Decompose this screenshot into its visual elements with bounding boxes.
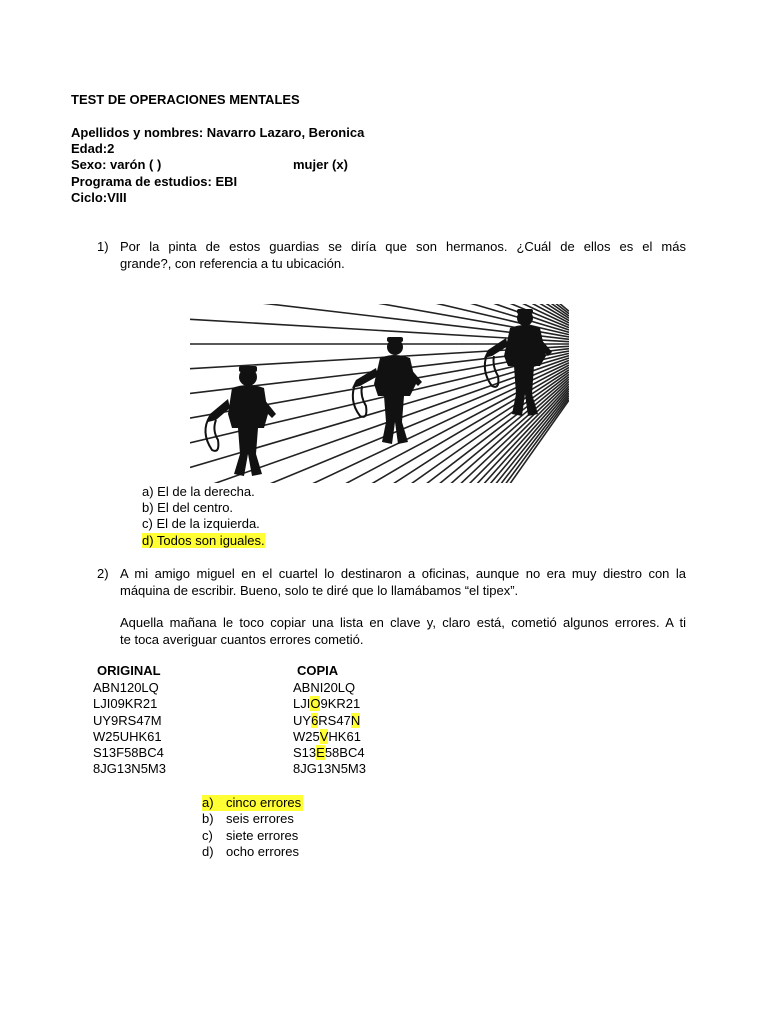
copy-code-item: ABNI20LQ [293, 680, 356, 695]
sex-female-field: mujer (x) [293, 157, 348, 172]
question-2-para-2-line-2: te toca averiguar cuantos errores cometió. [120, 632, 364, 647]
question-1-text-line-1: Por la pinta de estos guardias se diría que son hermanos. ¿Cuál de ellos es el más [120, 239, 686, 254]
original-column-header: ORIGINAL [97, 663, 161, 678]
cycle-field: Ciclo:VIII [71, 190, 127, 205]
copy-code-list [293, 680, 366, 778]
question-2-para-1-line-1: A mi amigo miguel en el cuartel lo destinaron a oficinas, aunque no era muy diestro con la [120, 566, 686, 581]
age-field: Edad:2 [71, 141, 115, 156]
page-title: TEST DE OPERACIONES MENTALES [71, 92, 300, 107]
original-code-item: S13F58BC4 [93, 745, 164, 761]
name-field: Apellidos y nombres: Navarro Lazaro, Beronica [71, 125, 365, 140]
original-code-item: UY9RS47M [93, 712, 162, 728]
original-code-item: LJI09KR21 [93, 696, 158, 712]
question-2-answer[interactable] [202, 811, 296, 827]
copy-code-item: UY6RS47N [293, 712, 361, 728]
copy-code-item: W25VHK61 [293, 728, 361, 744]
answer-text: ocho errores [226, 844, 299, 859]
question-1-option-label: b) El del centro. [142, 500, 234, 515]
question-1-option-label: d) Todos son iguales. [142, 533, 265, 548]
question-2-answer[interactable] [202, 795, 303, 811]
question-1-option[interactable] [142, 484, 255, 500]
answer-text: siete errores [226, 828, 299, 843]
error-highlight: O [310, 696, 321, 712]
answer-letter: a) [202, 795, 214, 810]
guards-illusion-image [190, 304, 569, 483]
original-code-list [93, 680, 166, 778]
question-2-para-1-line-2: máquina de escribir. Bueno, solo te diré que lo llamábamos “el tipex”. [120, 583, 519, 598]
question-2-para-2-line-1: Aquella mañana le toco copiar una lista en clave y, claro está, cometió algunos errores. A ti [120, 615, 686, 630]
question-1-number: 1) [97, 239, 109, 254]
answer-text: cinco errores [226, 795, 302, 810]
question-1-option[interactable] [142, 533, 265, 549]
error-highlight: E [316, 745, 325, 761]
answer-letter: c) [202, 828, 213, 843]
error-highlight: 6 [311, 712, 319, 728]
question-1-option[interactable] [142, 516, 260, 532]
copy-code-item: S13E58BC4 [293, 745, 365, 761]
answer-letter: d) [202, 844, 214, 859]
error-highlight: N [350, 712, 361, 728]
question-2-number: 2) [97, 566, 109, 581]
copy-column-header: COPIA [297, 663, 339, 678]
answer-letter: b) [202, 811, 214, 826]
original-code-item: 8JG13N5M3 [93, 761, 166, 777]
copy-code-item: LJIO9KR21 [293, 696, 361, 712]
sex-male-field: Sexo: varón ( ) [71, 157, 162, 172]
question-1-option-label: c) El de la izquierda. [142, 516, 260, 531]
program-field: Programa de estudios: EBI [71, 174, 238, 189]
answer-text: seis errores [226, 811, 294, 826]
question-2-answer[interactable] [202, 844, 301, 860]
question-1-text-line-2: grande?, con referencia a tu ubicación. [120, 256, 345, 271]
question-1-option-label: a) El de la derecha. [142, 484, 255, 499]
original-code-item: ABN120LQ [93, 680, 159, 695]
question-2-answer[interactable] [202, 828, 300, 844]
original-code-item: W25UHK61 [93, 728, 162, 744]
error-highlight: V [319, 728, 329, 744]
guard-center-figure [352, 337, 422, 444]
copy-code-item: 8JG13N5M3 [293, 761, 366, 777]
question-1-option[interactable] [142, 500, 233, 516]
